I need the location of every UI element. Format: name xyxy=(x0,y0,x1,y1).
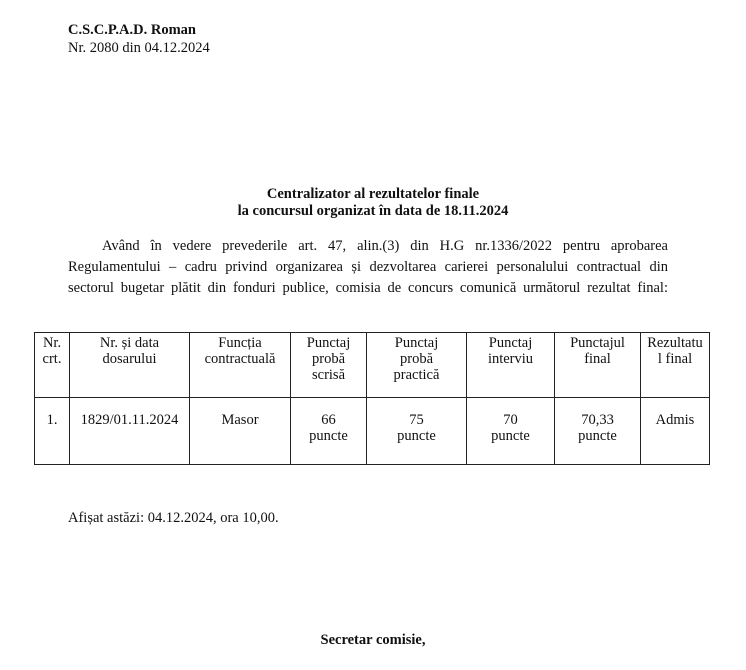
cell-rezultat-final: Admis xyxy=(641,398,710,465)
cell-interviu: 70 puncte xyxy=(467,398,555,465)
cell-proba-practica: 75 puncte xyxy=(367,398,467,465)
header-functia: Funcția contractuală xyxy=(190,333,291,398)
intro-paragraph xyxy=(68,236,668,299)
document-title-line2: la concursul organizat în data de 18.11.2024 xyxy=(237,203,509,219)
header-proba-practica: Punctaj probă practică xyxy=(367,333,467,398)
signature-label: Secretar comisie, xyxy=(320,632,426,648)
document-reference: Nr. 2080 din 04.12.2024 xyxy=(68,40,210,56)
table-row xyxy=(35,398,710,465)
cell-nr-crt: 1. xyxy=(35,398,70,465)
header-nr-crt: Nr. crt. xyxy=(35,333,70,398)
intro-line: Având în vedere prevederile art. 47, alin.(3) din H.G nr.1336/2022 pentru aprobarea xyxy=(102,238,668,254)
table-header-row xyxy=(35,333,710,398)
header-proba-scrisa: Punctaj probă scrisă xyxy=(291,333,367,398)
cell-punctaj-final: 70,33 puncte xyxy=(555,398,641,465)
cell-functia: Masor xyxy=(190,398,291,465)
header-dosar: Nr. și data dosarului xyxy=(70,333,190,398)
results-table xyxy=(34,332,710,465)
cell-dosar: 1829/01.11.2024 xyxy=(70,398,190,465)
intro-line: sectorul bugetar plătit din fonduri publice, comisia de concurs comunică următorul rezultat final: xyxy=(68,280,668,296)
posted-date: Afișat astăzi: 04.12.2024, ora 10,00. xyxy=(68,510,279,526)
cell-proba-scrisa: 66 puncte xyxy=(291,398,367,465)
institution-name: C.S.C.P.A.D. Roman xyxy=(68,22,196,38)
intro-line: Regulamentului – cadru privind organizarea și dezvoltarea carierei personalului contractual din xyxy=(68,259,668,275)
header-punctaj-final: Punctajul final xyxy=(555,333,641,398)
header-interviu: Punctaj interviu xyxy=(467,333,555,398)
document-title-line1: Centralizator al rezultatelor finale xyxy=(266,186,480,202)
header-rezultat-final: Rezultatu l final xyxy=(641,333,710,398)
